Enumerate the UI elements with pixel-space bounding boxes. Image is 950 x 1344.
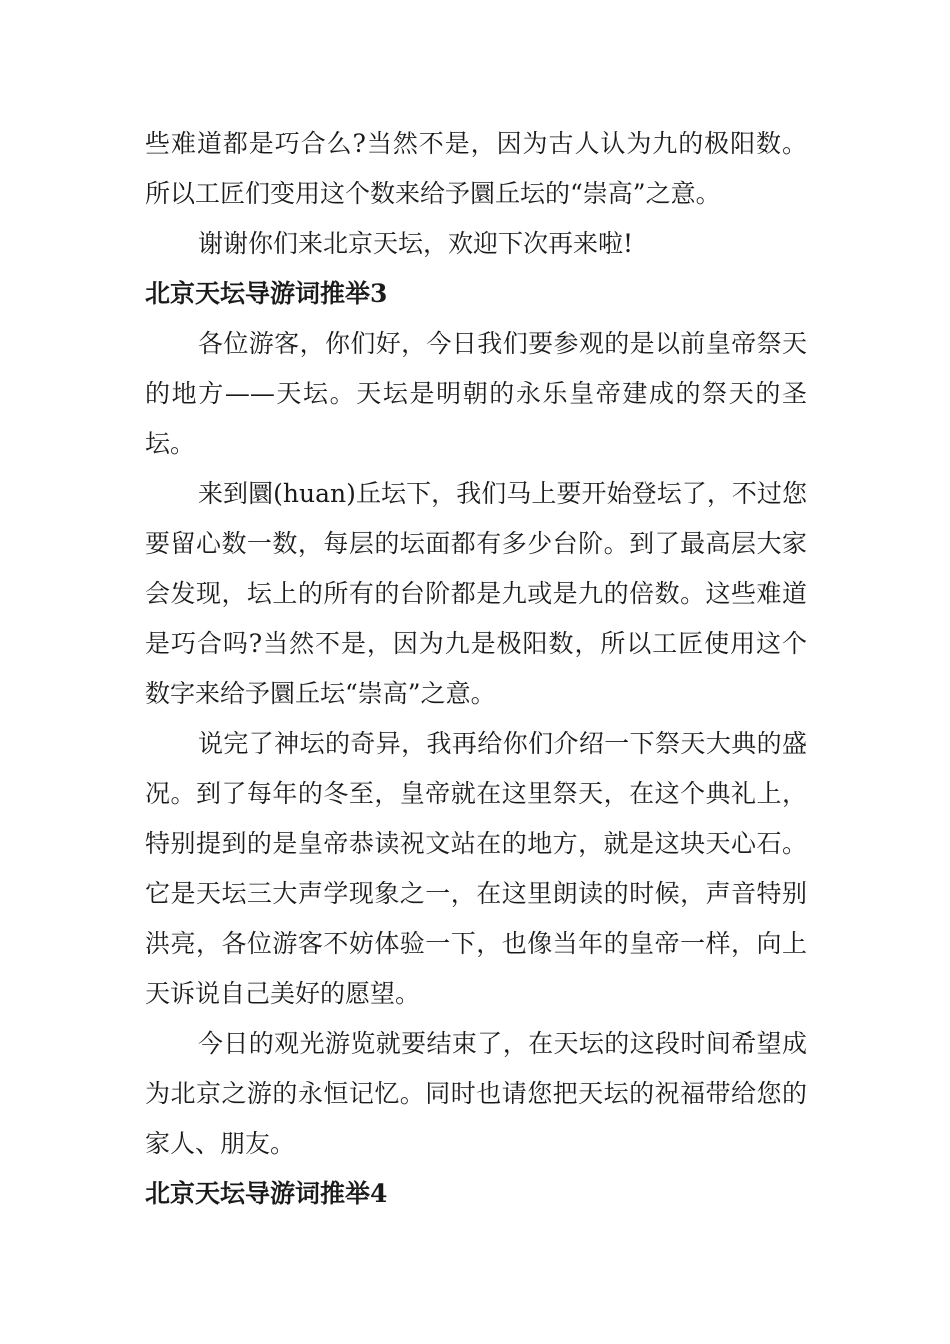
- section-3-title: 北京天坛导游词推举3: [145, 279, 388, 308]
- section-3-paragraph-2: 来到圜(huan)丘坛下，我们马上要开始登坛了，不过您要留心数一数，每层的坛面都有多少台阶。到了最高层大家会发现，坛上的所有的台阶都是九或是九的倍数。这些难道是巧合吗?当然不是，因为九是极阳数，所以工匠使用这个数字来给予圜丘坛“崇高”之意。: [145, 479, 807, 708]
- section-3-paragraph-3: 说完了神坛的奇异，我再给你们介绍一下祭天大典的盛况。到了每年的冬至，皇帝就在这里祭天，在这个典礼上，特别提到的是皇帝恭读祝文站在的地方，就是这块天心石。它是天坛三大声学现象之一，在这里朗读的时候，声音特别洪亮，各位游客不妨体验一下，也像当年的皇帝一样，向上天诉说自己美好的愿望。: [145, 729, 807, 1008]
- section-3-paragraph-4: 今日的观光游览就要结束了，在天坛的这段时间希望成为北京之游的永恒记忆。同时也请您把天坛的祝福带给您的家人、朋友。: [145, 1029, 807, 1158]
- document-page: [145, 119, 807, 1219]
- continuation-paragraph: 些难道都是巧合么?当然不是，因为古人认为九的极阳数。所以工匠们变用这个数来给予圜丘坛的“崇高”之意。: [145, 129, 807, 208]
- section-4-title: 北京天坛导游词推举4: [145, 1179, 388, 1208]
- thanks-paragraph: 谢谢你们来北京天坛，欢迎下次再来啦!: [198, 229, 634, 258]
- section-3-paragraph-1: 各位游客，你们好，今日我们要参观的是以前皇帝祭天的地方——天坛。天坛是明朝的永乐皇帝建成的祭天的圣坛。: [145, 329, 807, 458]
